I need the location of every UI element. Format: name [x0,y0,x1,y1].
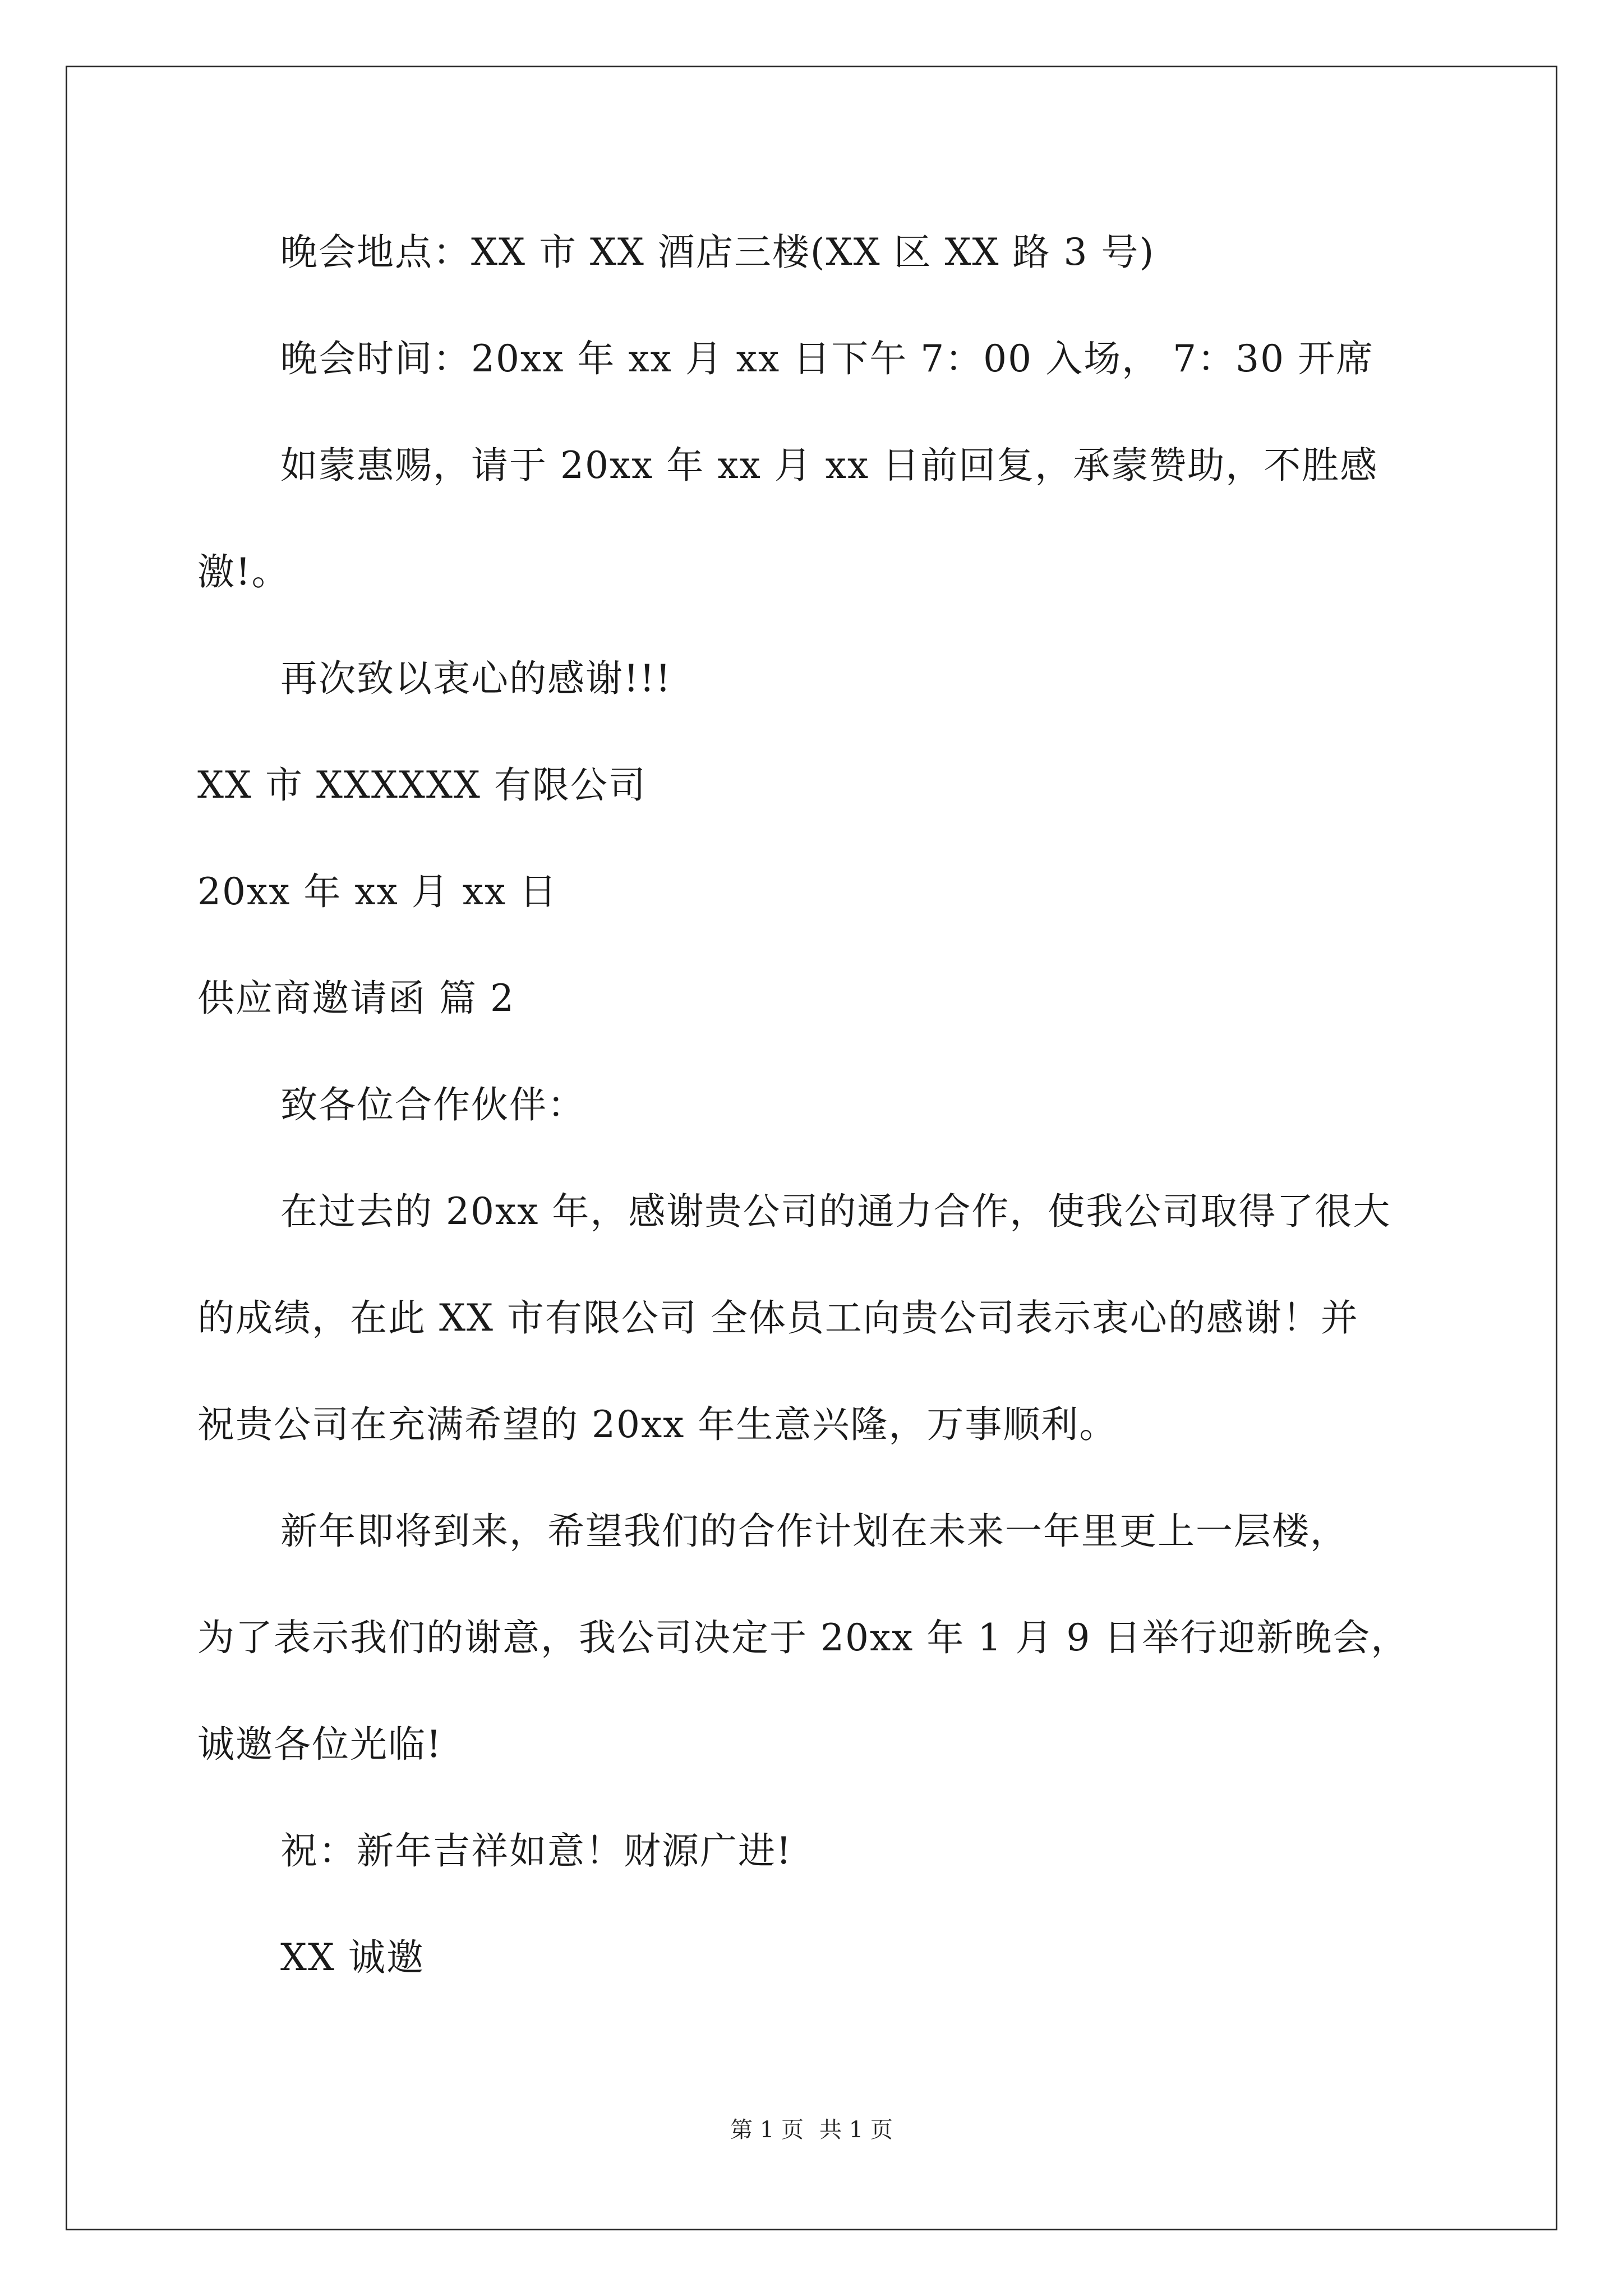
page-number-current: 第 1 页 [730,2117,804,2143]
page-footer [0,2116,1623,2144]
rsvp-line-1: 如蒙惠赐，请于 20xx 年 xx 月 xx 日前回复，承蒙赞助，不胜感 [280,444,1378,487]
paragraph-2-line-1: 新年即将到来，希望我们的合作计划在未来一年里更上一层楼， [280,1510,1348,1553]
page-border [66,66,1557,2230]
thanks-line: 再次致以衷心的感谢!!! [280,657,672,700]
letter-date: 20xx 年 xx 月 xx 日 [197,870,558,913]
page-number-total: 共 1 页 [819,2117,893,2143]
section-title: 供应商邀请函 篇 2 [197,977,515,1020]
venue-line: 晚会地点：XX 市 XX 酒店三楼(XX 区 XX 路 3 号) [280,231,1155,274]
rsvp-line-2: 激!。 [197,550,290,593]
time-line: 晚会时间：20xx 年 xx 月 xx 日下午 7：00 入场， 7：30 开席 [280,337,1375,380]
company-name: XX 市 XXXXXX 有限公司 [197,763,647,807]
salutation: 致各位合作伙伴： [280,1083,585,1126]
signature: XX 诚邀 [280,1936,425,1979]
paragraph-1-line-3: 祝贵公司在充满希望的 20xx 年生意兴隆，万事顺利。 [197,1403,1118,1446]
paragraph-1-line-1: 在过去的 20xx 年，感谢贵公司的通力合作，使我公司取得了很大 [280,1190,1391,1233]
paragraph-1-line-2: 的成绩，在此 XX 市有限公司 全体员工向贵公司表示衷心的感谢！并 [197,1296,1359,1340]
paragraph-2-line-3: 诚邀各位光临! [197,1723,442,1766]
paragraph-2-line-2: 为了表示我们的谢意，我公司决定于 20xx 年 1 月 9 日举行迎新晚会， [197,1616,1409,1659]
wish-line: 祝：新年吉祥如意！财源广进! [280,1829,792,1872]
